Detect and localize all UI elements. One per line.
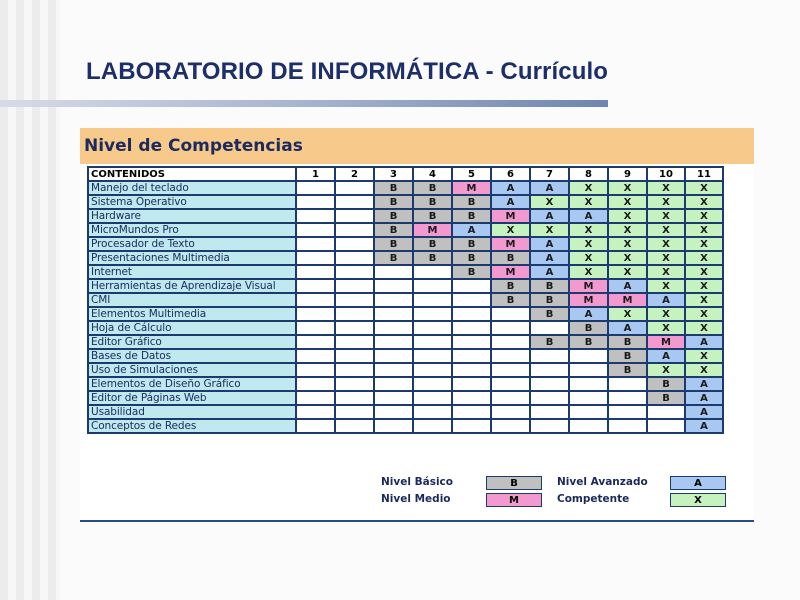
column-header: 3 [374, 167, 413, 181]
level-cell [491, 377, 530, 391]
level-cell: X [608, 307, 647, 321]
level-cell: X [647, 307, 685, 321]
column-header: 2 [335, 167, 374, 181]
level-cell: X [647, 195, 685, 209]
level-cell [335, 377, 374, 391]
level-cell: B [530, 335, 569, 349]
panel-header: Nivel de Competencias [80, 128, 754, 164]
level-cell [335, 349, 374, 363]
level-cell [491, 349, 530, 363]
legend-avanzado-swatch: A [670, 476, 726, 490]
level-cell [413, 321, 452, 335]
level-cell: A [685, 419, 723, 433]
level-cell: A [685, 391, 723, 405]
column-header: 9 [608, 167, 647, 181]
level-cell: B [374, 251, 413, 265]
level-cell: B [374, 195, 413, 209]
level-cell [374, 349, 413, 363]
row-label: Editor de Páginas Web [88, 391, 296, 405]
legend-medio-swatch: M [486, 493, 542, 507]
level-cell: A [685, 335, 723, 349]
level-cell [296, 293, 335, 307]
level-cell [335, 279, 374, 293]
level-cell: M [608, 293, 647, 307]
level-cell [296, 391, 335, 405]
level-cell [335, 405, 374, 419]
level-cell: A [530, 209, 569, 223]
level-cell [608, 391, 647, 405]
level-cell: M [569, 279, 608, 293]
level-cell [452, 419, 491, 433]
level-cell [335, 307, 374, 321]
legend-basico-swatch: B [486, 476, 542, 490]
level-cell: X [608, 181, 647, 195]
level-cell [608, 419, 647, 433]
level-cell [296, 307, 335, 321]
level-cell [530, 349, 569, 363]
column-header: 8 [569, 167, 608, 181]
column-header: 11 [685, 167, 723, 181]
slide-title: LABORATORIO DE INFORMÁTICA - Currículo [86, 58, 609, 85]
table-row [88, 307, 723, 321]
row-label: Manejo del teclado [88, 181, 296, 195]
table-row [88, 251, 723, 265]
level-cell [296, 405, 335, 419]
level-cell: B [608, 335, 647, 349]
level-cell: B [491, 293, 530, 307]
level-cell: B [530, 307, 569, 321]
level-cell: B [647, 391, 685, 405]
row-label: MicroMundos Pro [88, 223, 296, 237]
level-cell: X [685, 293, 723, 307]
level-cell [296, 335, 335, 349]
level-cell: X [569, 223, 608, 237]
column-header: 5 [452, 167, 491, 181]
level-cell: X [530, 195, 569, 209]
table-header-row [88, 167, 723, 181]
level-cell: X [569, 265, 608, 279]
level-cell [335, 321, 374, 335]
level-cell: X [685, 349, 723, 363]
level-cell: A [530, 181, 569, 195]
level-cell: X [530, 223, 569, 237]
level-cell [335, 419, 374, 433]
row-label: Herramientas de Aprendizaje Visual [88, 279, 296, 293]
column-header: 1 [296, 167, 335, 181]
level-cell: B [413, 251, 452, 265]
level-cell: X [685, 265, 723, 279]
row-label: Sistema Operativo [88, 195, 296, 209]
level-cell: B [452, 237, 491, 251]
row-label: Editor Gráfico [88, 335, 296, 349]
level-cell [335, 223, 374, 237]
competencies-table [87, 166, 724, 434]
level-cell: B [452, 195, 491, 209]
level-cell: M [569, 293, 608, 307]
level-cell [374, 363, 413, 377]
level-cell [374, 405, 413, 419]
level-cell [569, 377, 608, 391]
table-row [88, 349, 723, 363]
level-cell: X [647, 223, 685, 237]
level-cell: A [530, 251, 569, 265]
table-row [88, 391, 723, 405]
level-cell: B [374, 209, 413, 223]
table-row [88, 279, 723, 293]
level-cell: B [647, 377, 685, 391]
level-cell [569, 363, 608, 377]
level-cell [335, 209, 374, 223]
level-cell [569, 419, 608, 433]
table-row [88, 377, 723, 391]
level-cell: X [569, 181, 608, 195]
level-cell: B [491, 279, 530, 293]
level-cell: A [685, 405, 723, 419]
level-cell [413, 265, 452, 279]
column-header: 10 [647, 167, 685, 181]
level-cell [452, 307, 491, 321]
level-cell [452, 363, 491, 377]
level-cell [335, 195, 374, 209]
row-label: Procesador de Texto [88, 237, 296, 251]
level-cell [491, 405, 530, 419]
table-row [88, 335, 723, 349]
level-cell: M [647, 335, 685, 349]
level-cell: X [608, 209, 647, 223]
level-cell [530, 405, 569, 419]
level-cell: X [685, 307, 723, 321]
level-cell: A [530, 237, 569, 251]
level-cell: B [413, 195, 452, 209]
level-cell [647, 419, 685, 433]
level-cell [296, 265, 335, 279]
table-row [88, 419, 723, 433]
level-cell [608, 405, 647, 419]
level-cell [374, 391, 413, 405]
level-cell: X [608, 223, 647, 237]
row-label: Usabilidad [88, 405, 296, 419]
level-cell [296, 209, 335, 223]
level-cell [335, 251, 374, 265]
table-row [88, 293, 723, 307]
level-cell: X [647, 279, 685, 293]
level-cell [335, 391, 374, 405]
level-cell: M [491, 209, 530, 223]
level-cell [335, 363, 374, 377]
level-cell: X [685, 363, 723, 377]
table-row [88, 321, 723, 335]
table-row [88, 181, 723, 195]
title-underline [0, 100, 608, 107]
level-cell: M [491, 265, 530, 279]
level-cell [374, 279, 413, 293]
level-cell [374, 419, 413, 433]
level-cell [413, 307, 452, 321]
level-cell [452, 377, 491, 391]
level-cell [296, 181, 335, 195]
level-cell: X [685, 181, 723, 195]
level-cell [413, 279, 452, 293]
level-cell: X [647, 321, 685, 335]
row-label: Hardware [88, 209, 296, 223]
level-cell [335, 335, 374, 349]
level-cell: X [685, 195, 723, 209]
level-cell [296, 251, 335, 265]
level-cell: X [647, 181, 685, 195]
level-cell [296, 349, 335, 363]
level-cell: B [374, 181, 413, 195]
level-cell [530, 391, 569, 405]
level-cell [491, 363, 530, 377]
row-label: Presentaciones Multimedia [88, 251, 296, 265]
level-cell [374, 265, 413, 279]
level-cell: B [452, 265, 491, 279]
level-cell [569, 391, 608, 405]
column-header: 6 [491, 167, 530, 181]
row-label: Uso de Simulaciones [88, 363, 296, 377]
level-cell: B [452, 209, 491, 223]
level-cell: A [608, 321, 647, 335]
level-cell: X [569, 195, 608, 209]
legend-avanzado-label: Nivel Avanzado [557, 476, 648, 488]
level-cell [413, 391, 452, 405]
level-cell: X [491, 223, 530, 237]
level-cell [491, 321, 530, 335]
level-cell [491, 335, 530, 349]
level-cell: M [491, 237, 530, 251]
level-cell [530, 419, 569, 433]
level-cell: X [685, 251, 723, 265]
level-cell: M [413, 223, 452, 237]
level-cell [452, 321, 491, 335]
level-cell: X [647, 265, 685, 279]
level-cell: X [569, 237, 608, 251]
level-cell [374, 335, 413, 349]
level-cell: X [685, 279, 723, 293]
level-cell [413, 377, 452, 391]
level-cell [374, 377, 413, 391]
level-cell [296, 223, 335, 237]
level-cell [530, 321, 569, 335]
legend-competente-label: Competente [557, 493, 630, 505]
level-cell: X [608, 195, 647, 209]
level-cell: B [452, 251, 491, 265]
level-cell: X [647, 363, 685, 377]
row-label: Bases de Datos [88, 349, 296, 363]
level-cell [374, 307, 413, 321]
level-cell [452, 335, 491, 349]
level-cell: X [647, 209, 685, 223]
level-cell: B [374, 237, 413, 251]
level-cell: A [491, 181, 530, 195]
level-cell: A [647, 349, 685, 363]
level-cell [647, 405, 685, 419]
level-cell: B [491, 251, 530, 265]
level-cell [452, 405, 491, 419]
level-cell: X [569, 251, 608, 265]
row-label: Conceptos de Redes [88, 419, 296, 433]
level-cell [608, 377, 647, 391]
level-cell: M [452, 181, 491, 195]
level-cell: X [685, 209, 723, 223]
legend-medio-label: Nivel Medio [381, 493, 451, 505]
level-cell: B [530, 293, 569, 307]
table-row [88, 195, 723, 209]
level-cell: B [608, 363, 647, 377]
table-row [88, 223, 723, 237]
level-cell [335, 293, 374, 307]
column-header: 7 [530, 167, 569, 181]
level-cell [413, 363, 452, 377]
level-cell [335, 181, 374, 195]
level-cell: A [647, 293, 685, 307]
level-cell: X [685, 237, 723, 251]
row-label: CMI [88, 293, 296, 307]
row-label: Elementos de Diseño Gráfico [88, 377, 296, 391]
level-cell [296, 419, 335, 433]
competencies-panel [80, 128, 754, 522]
level-cell [296, 279, 335, 293]
column-header-contenidos: CONTENIDOS [88, 167, 296, 181]
level-cell [296, 195, 335, 209]
level-cell [335, 265, 374, 279]
level-cell [530, 363, 569, 377]
row-label: Elementos Multimedia [88, 307, 296, 321]
level-cell: X [608, 237, 647, 251]
level-cell: B [530, 279, 569, 293]
level-cell: A [530, 265, 569, 279]
level-cell [452, 391, 491, 405]
level-cell [491, 419, 530, 433]
level-cell [491, 391, 530, 405]
level-cell [413, 293, 452, 307]
level-cell: B [374, 223, 413, 237]
level-cell [296, 237, 335, 251]
level-cell: B [608, 349, 647, 363]
level-cell: A [569, 209, 608, 223]
table-row [88, 405, 723, 419]
row-label: Hoja de Cálculo [88, 321, 296, 335]
level-cell: X [608, 265, 647, 279]
level-cell [413, 335, 452, 349]
level-cell [491, 307, 530, 321]
level-cell [296, 363, 335, 377]
legend-basico-label: Nivel Básico [381, 476, 453, 488]
table-row [88, 363, 723, 377]
level-cell: X [685, 321, 723, 335]
column-header: 4 [413, 167, 452, 181]
level-cell [374, 321, 413, 335]
table-row [88, 265, 723, 279]
level-cell [296, 321, 335, 335]
level-cell [569, 349, 608, 363]
level-cell [452, 293, 491, 307]
legend-competente-swatch: X [670, 493, 726, 507]
level-cell: A [569, 307, 608, 321]
level-cell: B [413, 209, 452, 223]
level-cell: B [569, 321, 608, 335]
level-cell [413, 349, 452, 363]
table-row [88, 237, 723, 251]
level-cell [530, 377, 569, 391]
level-cell [452, 349, 491, 363]
level-cell: B [413, 237, 452, 251]
table-row [88, 209, 723, 223]
level-cell: X [647, 251, 685, 265]
level-cell: A [685, 377, 723, 391]
level-cell: A [452, 223, 491, 237]
level-cell: A [608, 279, 647, 293]
level-cell: X [608, 251, 647, 265]
level-cell [374, 293, 413, 307]
level-cell [569, 405, 608, 419]
level-cell [413, 419, 452, 433]
level-cell [335, 237, 374, 251]
level-cell: B [413, 181, 452, 195]
level-cell: X [685, 223, 723, 237]
level-cell: A [491, 195, 530, 209]
level-cell [413, 405, 452, 419]
row-label: Internet [88, 265, 296, 279]
level-cell [452, 279, 491, 293]
level-cell [296, 377, 335, 391]
level-cell: X [647, 237, 685, 251]
level-cell: B [569, 335, 608, 349]
